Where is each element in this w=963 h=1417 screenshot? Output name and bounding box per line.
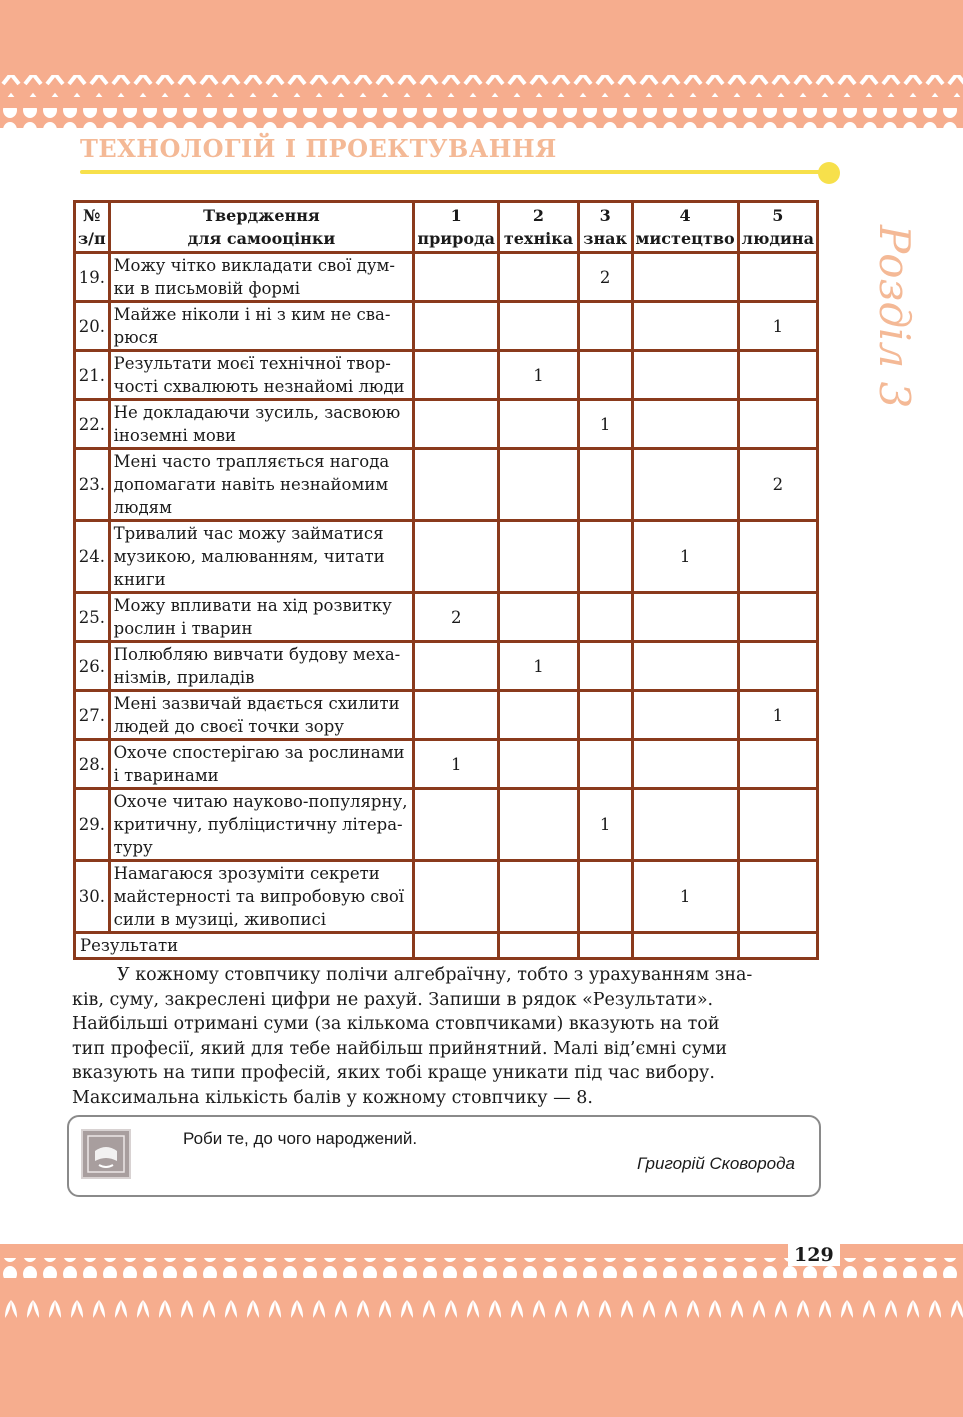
header-col2: 2 техніка [499, 202, 579, 253]
row-statement: Мені зазвичай вдається схилити людей до своєї точки зору [109, 691, 414, 740]
table-row [75, 302, 818, 351]
row-score-col5[interactable]: 2 [738, 449, 817, 521]
row-statement: Результати моєї технічної твор- чості схвалюють незнайомі люди [109, 351, 414, 400]
quote-author: Григорій Сковорода [637, 1154, 795, 1173]
row-statement: Охоче спостерігаю за рослинами і тваринами [109, 740, 414, 789]
row-score-col3[interactable] [578, 351, 632, 400]
header-col5: 5 людина [738, 202, 817, 253]
bottom-decorative-band [0, 1244, 963, 1417]
table-row [75, 351, 818, 400]
row-statement: Тривалий час можу займатися музикою, малюванням, читати книги [109, 521, 414, 593]
row-score-col3[interactable] [578, 302, 632, 351]
table-row [75, 642, 818, 691]
row-number: 24. [75, 521, 110, 593]
row-number: 20. [75, 302, 110, 351]
header-accent-line [80, 170, 828, 174]
row-score-col5[interactable] [738, 521, 817, 593]
row-score-col5[interactable] [738, 789, 817, 861]
row-score-col4[interactable]: 1 [632, 861, 738, 933]
row-statement: Охоче читаю науково-популярну, критичну, публіцистичну літера- туру [109, 789, 414, 861]
row-number: 22. [75, 400, 110, 449]
header-num: № з/п [75, 202, 110, 253]
row-score-col5[interactable] [738, 861, 817, 933]
row-score-col4[interactable] [632, 449, 738, 521]
results-label: Результати [75, 933, 414, 959]
row-score-col1[interactable]: 2 [414, 593, 499, 642]
row-score-col1[interactable] [414, 861, 499, 933]
row-number: 23. [75, 449, 110, 521]
row-score-col2[interactable] [499, 691, 579, 740]
row-score-col3[interactable] [578, 691, 632, 740]
instructions-paragraph [72, 963, 824, 1111]
table-row [75, 449, 818, 521]
row-score-col4[interactable] [632, 351, 738, 400]
row-score-col1[interactable] [414, 521, 499, 593]
row-number: 27. [75, 691, 110, 740]
row-score-col3[interactable] [578, 449, 632, 521]
row-score-col4[interactable] [632, 593, 738, 642]
row-score-col2[interactable] [499, 302, 579, 351]
table-row [75, 861, 818, 933]
header-statement: Твердження для самооцінки [109, 202, 414, 253]
table-row [75, 593, 818, 642]
row-score-col3[interactable] [578, 521, 632, 593]
row-score-col1[interactable]: 1 [414, 740, 499, 789]
row-score-col5[interactable] [738, 253, 817, 302]
header-col4: 4 мистецтво [632, 202, 738, 253]
row-statement: Можу чітко викладати свої дум- ки в письмовій формі [109, 253, 414, 302]
row-score-col1[interactable] [414, 642, 499, 691]
results-cell-3[interactable] [578, 933, 632, 959]
row-score-col4[interactable] [632, 302, 738, 351]
row-number: 28. [75, 740, 110, 789]
row-score-col1[interactable] [414, 351, 499, 400]
row-score-col2[interactable] [499, 253, 579, 302]
results-cell-2[interactable] [499, 933, 579, 959]
book-icon [81, 1129, 131, 1179]
row-score-col1[interactable] [414, 449, 499, 521]
results-cell-4[interactable] [632, 933, 738, 959]
row-statement: Можу впливати на хід розвитку рослин і тварин [109, 593, 414, 642]
page-number: 129 [788, 1244, 840, 1266]
row-statement: Мені часто трапляється нагода допомагати навіть незнайомим людям [109, 449, 414, 521]
row-score-col3[interactable] [578, 593, 632, 642]
row-number: 25. [75, 593, 110, 642]
section-label-text: Розділ 3 [870, 225, 919, 409]
table-row [75, 400, 818, 449]
header-col1: 1 природа [414, 202, 499, 253]
chapter-header-title: ТЕХНОЛОГІЙ І ПРОЕКТУВАННЯ [80, 134, 557, 163]
quote-text: Роби те, до чого народжений. [183, 1129, 418, 1148]
row-score-col5[interactable] [738, 642, 817, 691]
row-number: 21. [75, 351, 110, 400]
row-score-col3[interactable]: 1 [578, 789, 632, 861]
row-statement: Не докладаючи зусиль, засвоюю іноземні мови [109, 400, 414, 449]
quote-box [67, 1115, 821, 1197]
book-icon-glyph [83, 1131, 129, 1177]
row-score-col1[interactable] [414, 253, 499, 302]
row-score-col1[interactable] [414, 400, 499, 449]
row-score-col2[interactable]: 1 [499, 642, 579, 691]
table-row [75, 521, 818, 593]
table-row [75, 691, 818, 740]
row-score-col4[interactable] [632, 253, 738, 302]
row-score-col5[interactable] [738, 400, 817, 449]
row-score-col2[interactable] [499, 593, 579, 642]
row-score-col2[interactable] [499, 740, 579, 789]
row-number: 30. [75, 861, 110, 933]
row-score-col2[interactable] [499, 400, 579, 449]
row-statement: Майже ніколи і ні з ким не сва- рюся [109, 302, 414, 351]
row-score-col5[interactable] [738, 593, 817, 642]
row-score-col2[interactable] [499, 521, 579, 593]
section-side-label [852, 225, 919, 425]
row-score-col1[interactable] [414, 789, 499, 861]
header-col3: 3 знак [578, 202, 632, 253]
row-number: 29. [75, 789, 110, 861]
row-score-col5[interactable] [738, 351, 817, 400]
row-score-col4[interactable] [632, 642, 738, 691]
row-score-col4[interactable] [632, 691, 738, 740]
table-header-row [75, 202, 818, 253]
row-score-col4[interactable] [632, 789, 738, 861]
row-score-col4[interactable]: 1 [632, 521, 738, 593]
top-decorative-band [0, 0, 963, 128]
table-row [75, 253, 818, 302]
row-statement: Намагаюся зрозуміти секрети майстерності та випробовую свої сили в музиці, живописі [109, 861, 414, 933]
row-score-col3[interactable] [578, 740, 632, 789]
row-score-col5[interactable] [738, 740, 817, 789]
row-number: 26. [75, 642, 110, 691]
row-score-col4[interactable] [632, 400, 738, 449]
row-score-col3[interactable] [578, 861, 632, 933]
row-score-col4[interactable] [632, 740, 738, 789]
row-score-col2[interactable] [499, 861, 579, 933]
self-assessment-table [73, 200, 819, 960]
bottom-band-pattern [0, 1244, 963, 1417]
row-score-col3[interactable]: 1 [578, 400, 632, 449]
results-cell-1[interactable] [414, 933, 499, 959]
header-accent-dot [818, 162, 840, 184]
instructions-text: У кожному стовпчику полічи алгебраїчну, тобто з урахуванням зна- ків, суму, закреслені цифри не рахуй. Запиши в рядок «Результати». Найбільші отримані суми (за кількома стовпчиками) вказують на той тип професії, який для тебе найбільш прийнятний. Малі від’ємні суми вказують на типи професій, яких тобі краще уникати під час вибору. Максимальна кількість балів у кожному стовпчику — 8. [72, 965, 753, 1108]
row-score-col5[interactable]: 1 [738, 302, 817, 351]
row-score-col3[interactable] [578, 642, 632, 691]
row-statement: Полюбляю вивчати будову меха- нізмів, приладів [109, 642, 414, 691]
row-score-col5[interactable]: 1 [738, 691, 817, 740]
top-band-pattern [0, 0, 963, 128]
row-score-col1[interactable] [414, 302, 499, 351]
table-row [75, 789, 818, 861]
row-score-col2[interactable] [499, 789, 579, 861]
row-score-col3[interactable]: 2 [578, 253, 632, 302]
results-row [75, 933, 818, 959]
results-cell-5[interactable] [738, 933, 817, 959]
row-score-col2[interactable] [499, 449, 579, 521]
row-score-col1[interactable] [414, 691, 499, 740]
row-score-col2[interactable]: 1 [499, 351, 579, 400]
row-number: 19. [75, 253, 110, 302]
table-row [75, 740, 818, 789]
